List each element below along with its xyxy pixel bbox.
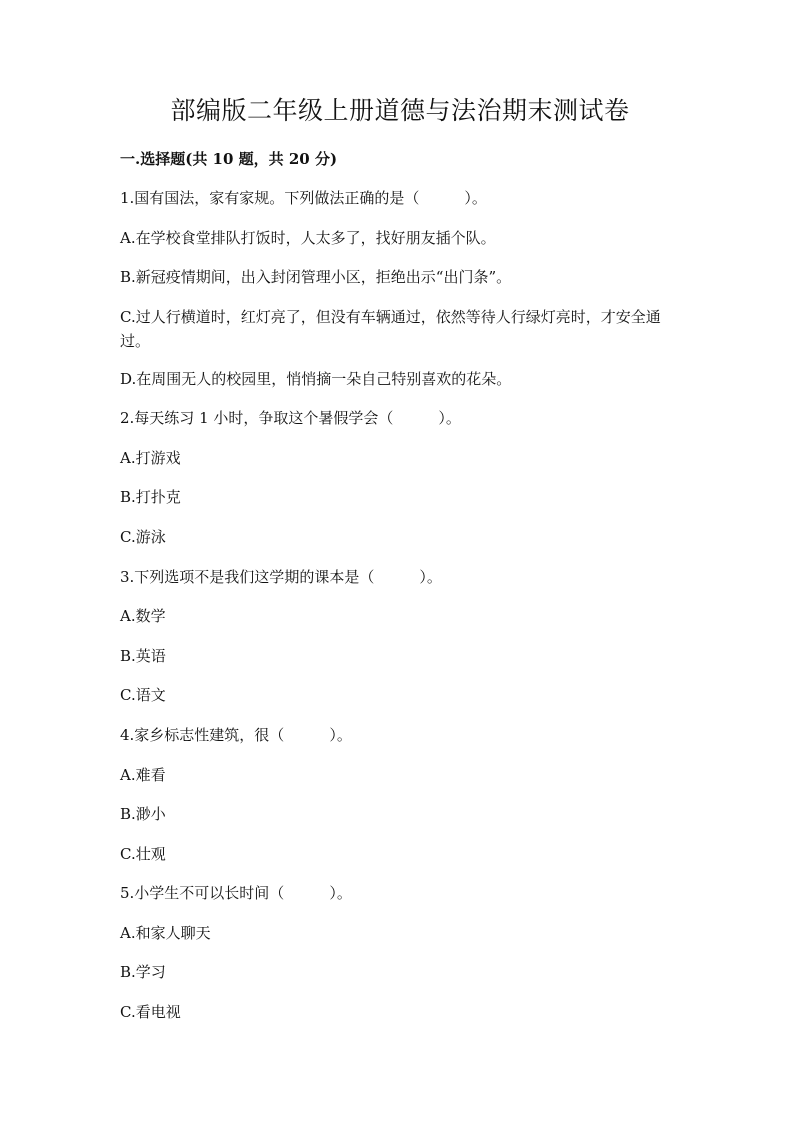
question-3-option-c: C.语文 (120, 686, 166, 704)
question-1-option-a: A.在学校食堂排队打饭时，人太多了，找好朋友插个队。 (120, 229, 496, 247)
question-3-option-b: B.英语 (120, 647, 166, 665)
section-heading: 一.选择题(共 10 题，共 20 分) (120, 150, 338, 168)
question-5-stem: 5.小学生不可以长时间（ ）。 (120, 884, 352, 902)
question-3-stem: 3.下列选项不是我们这学期的课本是（ ）。 (120, 568, 442, 586)
question-1-option-d: D.在周围无人的校园里，悄悄摘一朵自己特别喜欢的花朵。 (120, 370, 512, 388)
question-2-option-b: B.打扑克 (120, 488, 181, 506)
question-4-option-b: B.渺小 (120, 805, 166, 823)
question-5-option-c: C.看电视 (120, 1003, 181, 1021)
question-1-stem: 1.国有国法，家有家规。下列做法正确的是（ ）。 (120, 189, 487, 207)
question-2-stem: 2.每天练习 1 小时，争取这个暑假学会（ ）。 (120, 409, 461, 427)
question-3-option-a: A.数学 (120, 607, 166, 625)
question-1-option-c: C.过人行横道时，红灯亮了，但没有车辆通过，依然等待人行绿灯亮时，才安全通过。 (120, 308, 661, 350)
question-5-option-a: A.和家人聊天 (120, 924, 211, 942)
question-4-option-a: A.难看 (120, 766, 166, 784)
question-2-option-a: A.打游戏 (120, 449, 181, 467)
question-5-option-b: B.学习 (120, 963, 166, 981)
question-1-option-b: B.新冠疫情期间，出入封闭管理小区，拒绝出示“出门条”。 (120, 268, 512, 286)
question-2-option-c: C.游泳 (120, 528, 166, 546)
exam-title: 部编版二年级上册道德与法治期末测试卷 (170, 96, 630, 125)
question-4-stem: 4.家乡标志性建筑，很（ ）。 (120, 726, 352, 744)
question-4-option-c: C.壮观 (120, 845, 166, 863)
